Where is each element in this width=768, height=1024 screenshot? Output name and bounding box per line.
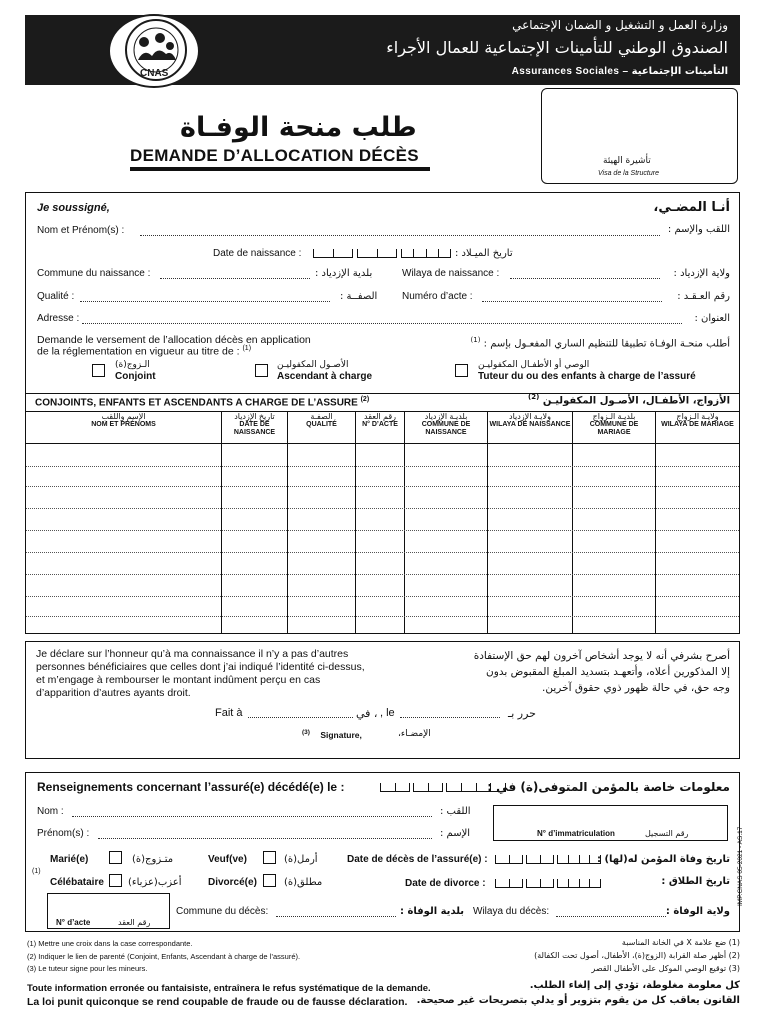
checkbox-celibataire[interactable] [109,874,122,887]
signature-label [302,729,362,740]
option-tuteur-ar: الوصي أو الأطفـال المكفوليـن [478,360,590,370]
col-wilaya-naissance-ar: ولايـة الإزدياد [509,412,551,421]
signature-text: Signature, [320,729,362,740]
caisse-name: الصندوق الوطني للتأمينات الإجتماعية للعمال الأجراء [386,38,728,57]
demande-ar-text: أطلب منحـة الوفـاة تطبيقا للتنظيم الساري المفعـول بإسم : [483,338,730,350]
signature-note-ref: (3) [302,729,310,736]
cnas-logo [108,14,200,88]
col-divider [221,411,222,634]
wilaya-deces-label-ar: ولاية الوفاة : [665,906,730,917]
fait-a-label: Fait à [215,707,243,719]
assure-prenom-label-ar: الإسم : [440,828,471,839]
note-ar-1: (1) ضع علامة X في الخانة المناسبة [621,938,740,947]
col-commune-mariage [573,413,655,437]
checkbox-divorce[interactable] [263,874,276,887]
col-nom-prenoms-ar: الإسم واللقب [101,412,146,421]
table-row[interactable] [26,596,739,597]
commune-naissance-label: Commune du naissance : [37,268,151,279]
je-soussigne-ar: أنـا المضـي، [653,200,730,215]
ayants-droit-title-ar-text: الأزواج، الأطفـال، الأصـول المكفوليـن [542,395,730,407]
assurances-sociales [512,66,728,77]
ayants-droit-title-ar [528,393,730,406]
ayants-droit-ar-note-ref: (2) [528,393,540,401]
assure-nom-label: Nom : [37,806,64,817]
note-fr-2: (2) Indiquer le lien de parenté (Conjoint, Enfants, Ascendant à charge de l’assuré). [27,952,301,961]
nom-prenom-field[interactable] [140,235,660,236]
fi-label-ar: ، في [356,707,378,720]
assurances-separator: – [622,66,629,77]
le-label: , le [380,707,395,719]
nom-prenom-label-ar: اللقب والإسم : [667,224,730,235]
ayants-droit-note-ref: (2) [360,396,370,403]
col-divider [287,411,288,634]
warning-ar-2: القانون يعاقب كل من يقوم بتزوير أو يدلي بتصريحات غير صحيحة. [416,995,740,1006]
qualite-field[interactable] [80,301,330,302]
commune-deces-label: Commune du décès: [176,906,269,917]
table-row[interactable] [26,574,739,575]
note-fr-1: (1) Mettre une croix dans la case correspondante. [27,939,193,948]
col-wilaya-mariage [656,413,739,429]
nom-prenom-label: Nom et Prénom(s) : [37,225,125,236]
date-divorce-month[interactable] [526,879,554,888]
col-qualite-ar: الصفـة [310,412,333,421]
date-deces-title-month[interactable] [413,783,443,792]
table-row[interactable] [26,616,739,617]
note-ar-2: (2) أظهر صلة القرابة (الزوج(ة)، الأطفال، أصول تحت الكفالة) [534,951,740,960]
col-date-naissance [222,413,287,437]
wilaya-naissance-field[interactable] [510,278,660,279]
table-row[interactable] [26,508,739,509]
date-deces-month[interactable] [526,855,554,864]
date-naissance-day[interactable] [313,249,353,258]
table-row[interactable] [26,552,739,553]
option-conjoint-fr: Conjoint [115,371,156,382]
col-wilaya-naissance [488,413,572,429]
wilaya-naissance-label-ar: ولاية الإزدياد : [673,268,730,279]
col-wilaya-naissance-fr: WILAYA DE NAISSANCE [489,421,571,428]
veuf-label: Veuf(ve) [208,854,247,865]
demande-line-2 [37,345,251,358]
numero-acte-label: Numéro d’acte : [402,291,473,302]
assure-nom-label-ar: اللقب : [440,806,471,817]
col-nom-prenoms-fr: NOM ET PRÉNOMS [91,421,156,428]
date-divorce-label: Date de divorce : [405,878,486,889]
visa-label-fr: Visa de la Structure [598,170,659,177]
checkbox-conjoint[interactable] [92,364,105,377]
date-naissance-month[interactable] [357,249,397,258]
commune-naissance-field[interactable] [160,278,310,279]
col-divider [572,411,573,634]
demande-note-ref: (1) [242,345,252,352]
declaration-ar-line: وجه حق، في حالة ظهور ذوي حقوق آخرين. [542,682,730,694]
adresse-label-ar: العنوان : [694,313,730,324]
demande-line-1: Demande le versement de l’allocation décès en application [37,334,311,346]
col-divider [404,411,405,634]
title-arabic: طلب منحة الوفـاة [180,112,417,143]
divorce-label-ar: مطلق(ة) [284,877,323,888]
date-deces-year[interactable] [557,855,601,864]
declaration-fr [36,648,365,700]
date-deces-label-ar: تاريخ وفاة المؤمن له(لها) : [597,854,730,865]
situation-note-ref: (1) [32,868,41,875]
title-french: DEMANDE D’ALLOCATION DÉCÈS [130,146,419,165]
warning-fr-2: La loi punit quiconque se rend coupable de fraude ou de fausse déclaration. [27,996,408,1008]
je-soussigne: Je soussigné, [37,202,110,214]
col-commune-mariage-fr: COMMUNE DE MARIAGE [589,421,639,436]
logo-label: CNAS [140,68,169,79]
col-divider [655,411,656,634]
numero-acte-label-ar: رقم العـقـد : [677,291,730,302]
col-commune-naissance [405,413,487,437]
col-numero-acte-fr: N° D’ACTE [362,421,398,428]
assurances-fr: Assurances Sociales [511,66,620,77]
checkbox-marie[interactable] [109,851,122,864]
col-divider [355,411,356,634]
demande-ar-note-ref: (1) [470,336,481,344]
date-naissance-year[interactable] [401,249,451,258]
demande-ar [471,336,730,349]
assure-title-ar: معلومات خاصة بالمؤمن المتوفى(ة) في : [487,780,730,794]
signature-label-ar: الإمضـاء، [398,729,431,739]
qualite-label-ar: الصفــة : [340,291,378,302]
declaration-fr-line: et m’engage à rembourser le montant indûment perçu en cas [36,674,321,686]
assurances-ar: التأمينات الإجتماعية [631,66,728,77]
checkbox-tuteur[interactable] [455,364,468,377]
wilaya-naissance-label: Wilaya de naissance : [402,268,500,279]
declaration-ar [410,648,730,696]
marie-label-ar: متـزوج(ة) [132,854,174,865]
date-divorce-year[interactable] [557,879,601,888]
col-qualite [288,413,355,429]
table-header-line [25,443,740,444]
acte-label-ar: رقم العقد [118,918,151,927]
col-nom-prenoms [26,413,221,429]
table-row[interactable] [26,486,739,487]
assure-prenom-field[interactable] [98,838,432,839]
declaration-ar-line: أصرح بشرفي أنه لا يوجد أشخاص آخرون لهم حق الإستفادة [473,650,730,662]
signature-area[interactable] [280,741,480,755]
assure-nom-field[interactable] [72,816,432,817]
assure-prenom-label: Prénom(s) : [37,828,90,839]
date-divorce-day[interactable] [495,879,523,888]
adresse-field[interactable] [82,323,682,324]
qualite-label: Qualité : [37,291,75,302]
le-date-field[interactable] [400,717,500,718]
col-wilaya-mariage-ar: ولايـة الـزواج [676,412,719,421]
col-numero-acte [356,413,404,429]
ayants-droit-table [25,411,740,634]
col-commune-naissance-ar: بلديـة الإزدياد [424,412,468,421]
wilaya-deces-label: Wilaya du décès: [473,906,550,917]
col-date-naissance-fr: DATE DE NAISSANCE [233,421,276,436]
table-row[interactable] [26,466,739,467]
fait-a-field[interactable] [248,717,353,718]
col-commune-mariage-ar: بلديـة الـزواج [592,412,636,421]
note-fr-3: (3) Le tuteur signe pour les mineurs. [27,964,148,973]
ministry-name: وزارة العمل و التشغيل و الضمان الإجتماعي [512,18,728,32]
date-deces-label: Date de décès de l’assuré(e) : [347,854,488,865]
date-deces-day[interactable] [495,855,523,864]
numero-acte-field[interactable] [482,301,662,302]
col-date-naissance-ar: تاريخ الإزدياد [234,412,275,421]
harrar-label-ar: حرر بـ [508,707,536,720]
marie-label: Marié(e) [50,854,89,865]
commune-deces-label-ar: بلدية الوفاة : [400,906,465,917]
ayants-droit-title-text: CONJOINTS, ENFANTS ET ASCENDANTS A CHARGE DE L’ASSURE [35,397,358,409]
date-divorce-label-ar: تاريخ الطلاق : [661,876,730,887]
acte-label: N° d’acte [56,918,91,927]
col-qualite-fr: QUALITÉ [306,421,337,428]
commune-naissance-label-ar: بلدية الإزدياد : [315,268,373,279]
demande-line-2-text: de la réglementation en vigueur au titre de : [37,345,240,358]
warning-fr-1: Toute information erronée ou fantaisiste, entraînera le refus systématique de la demande. [27,983,431,994]
celibataire-label-ar: أعزب(عزباء) [128,877,182,888]
celibataire-label: Célébataire [50,877,104,888]
col-wilaya-mariage-fr: WILAYA DE MARIAGE [661,421,734,428]
declaration-fr-line: personnes bénéficiaires que celles dont j’ai indiqué l’identité ci-dessus, [36,661,365,673]
divorce-label: Divorcé(e) [208,877,257,888]
option-ascendant-fr: Ascendant à charge [277,371,373,382]
visa-label-ar: تأشيرة الهيئة [603,156,651,166]
title-underline [130,167,430,171]
veuf-label-ar: أرمل(ة) [284,854,318,865]
declaration-ar-line: إلا المذكورين أعلاه، وأتعهـد بتسديد المبلغ المقبوض بدون [486,666,730,678]
date-naissance-label: Date de naissance : [213,248,302,259]
warning-ar-1: كل معلومة مغلوطة، تؤدي إلى إلغاء الطلب. [529,980,740,991]
immatriculation-label-ar: رقم التسجيل [645,829,689,838]
date-deces-title-day[interactable] [380,783,410,792]
declaration-fr-line: d’apparition d’autres ayants droit. [36,687,191,699]
option-ascendant-ar: الأصـول المكفوليـن [277,360,349,370]
table-row[interactable] [26,530,739,531]
immatriculation-label: N° d’immatriculation [537,829,615,838]
option-conjoint-ar: الـزوج(ة) [115,360,150,370]
col-numero-acte-ar: رقم العقد [364,412,396,421]
adresse-label: Adresse : [37,313,80,324]
checkbox-veuf[interactable] [263,851,276,864]
option-tuteur-fr: Tuteur du ou des enfants à charge de l’assuré [478,371,696,382]
note-ar-3: (3) توقيع الوصي الموكل على الأطفال القصر [591,964,740,973]
form-code: IMP.CNAS 05-2021 - AS.17 [737,826,744,906]
ayants-droit-title [35,396,369,408]
wilaya-deces-field[interactable] [556,916,666,917]
declaration-fr-line: Je déclare sur l’honneur qu’à ma connaissance il n’y a pas d’autres [36,648,349,660]
assure-title: Renseignements concernant l’assuré(e) décédé(e) le : [37,780,345,794]
col-commune-naissance-fr: COMMUNE DE NAISSANCE [421,421,471,436]
checkbox-ascendant[interactable] [255,364,268,377]
date-naissance-label-ar: تاريخ الميـلاد : [455,248,513,259]
commune-deces-field[interactable] [276,916,396,917]
col-divider [487,411,488,634]
